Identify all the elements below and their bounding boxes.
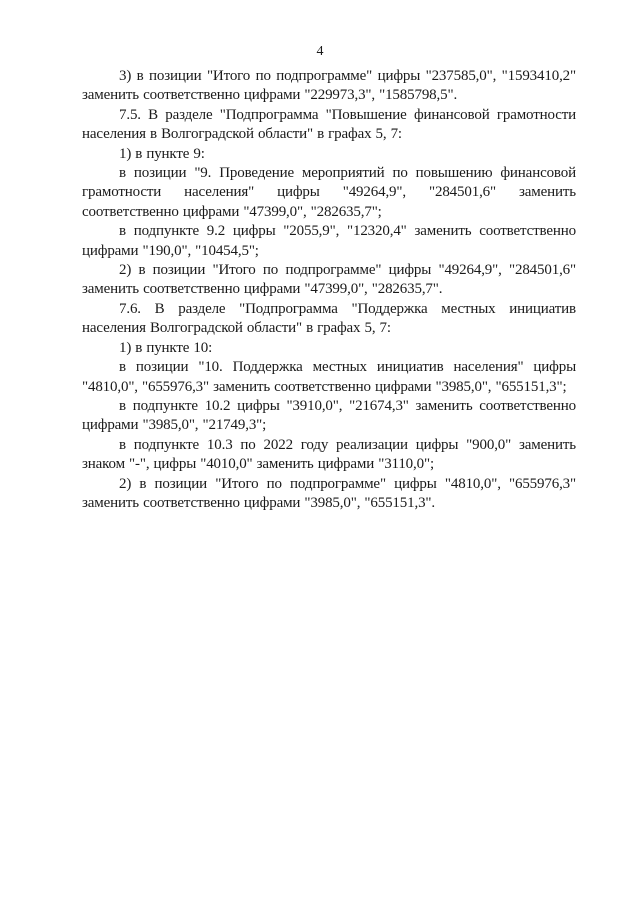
document-body bbox=[82, 67, 576, 513]
paragraph-7-6-subitem-10-3: в подпункте 10.3 по 2022 году реализации цифры "900,0" заменить знаком "-", цифры "4010,0" заменить цифрами "3110,0"; bbox=[82, 436, 576, 473]
paragraph-7-5-item-2-total: 2) в позиции "Итого по подпрограмме" цифры "49264,9", "284501,6" заменить соответственно цифрами "47399,0", "282635,7". bbox=[82, 262, 576, 298]
paragraph-item-3-total-subprogram: 3) в позиции "Итого по подпрограмме" цифры "237585,0", "1593410,2" заменить соответственно цифрами "229973,3", "1585798,5". bbox=[82, 68, 576, 104]
paragraph-7-5-subitem-9-2: в подпункте 9.2 цифры "2055,9", "12320,4" заменить соответственно цифрами "190,0", "10454,5"; bbox=[82, 223, 576, 259]
paragraph-section-7-5-heading: 7.5. В разделе "Подпрограмма "Повышение финансовой грамотности населения в Волгоградской области" в графах 5, 7: bbox=[82, 106, 576, 143]
paragraph-7-6-position-10: в позиции "10. Поддержка местных инициатив населения" цифры "4810,0", "655976,3" заменить соответственно цифрами "3985,0", "655151,3"; bbox=[82, 359, 576, 395]
paragraph-7-5-item-1: 1) в пункте 9: bbox=[119, 145, 205, 162]
paragraph-7-6-subitem-10-2: в подпункте 10.2 цифры "3910,0", "21674,3" заменить соответственно цифрами "3985,0", "21749,3"; bbox=[82, 397, 576, 434]
paragraph-7-6-item-1: 1) в пункте 10: bbox=[119, 339, 213, 356]
paragraph-section-7-6-heading: 7.6. В разделе "Подпрограмма "Поддержка местных инициатив населения Волгоградской области" в графах 5, 7: bbox=[82, 300, 576, 337]
page-number: 4 bbox=[316, 44, 324, 59]
paragraph-7-5-position-9: в позиции "9. Проведение мероприятий по повышению финансовой грамотности населения" цифры "49264,9", "284501,6" заменить соответственно цифрами "47399,0", "282635,7"; bbox=[82, 165, 576, 220]
paragraph-7-6-item-2-total: 2) в позиции "Итого по подпрограмме" цифры "4810,0", "655976,3" заменить соответственно цифрами "3985,0", "655151,3". bbox=[82, 475, 576, 511]
